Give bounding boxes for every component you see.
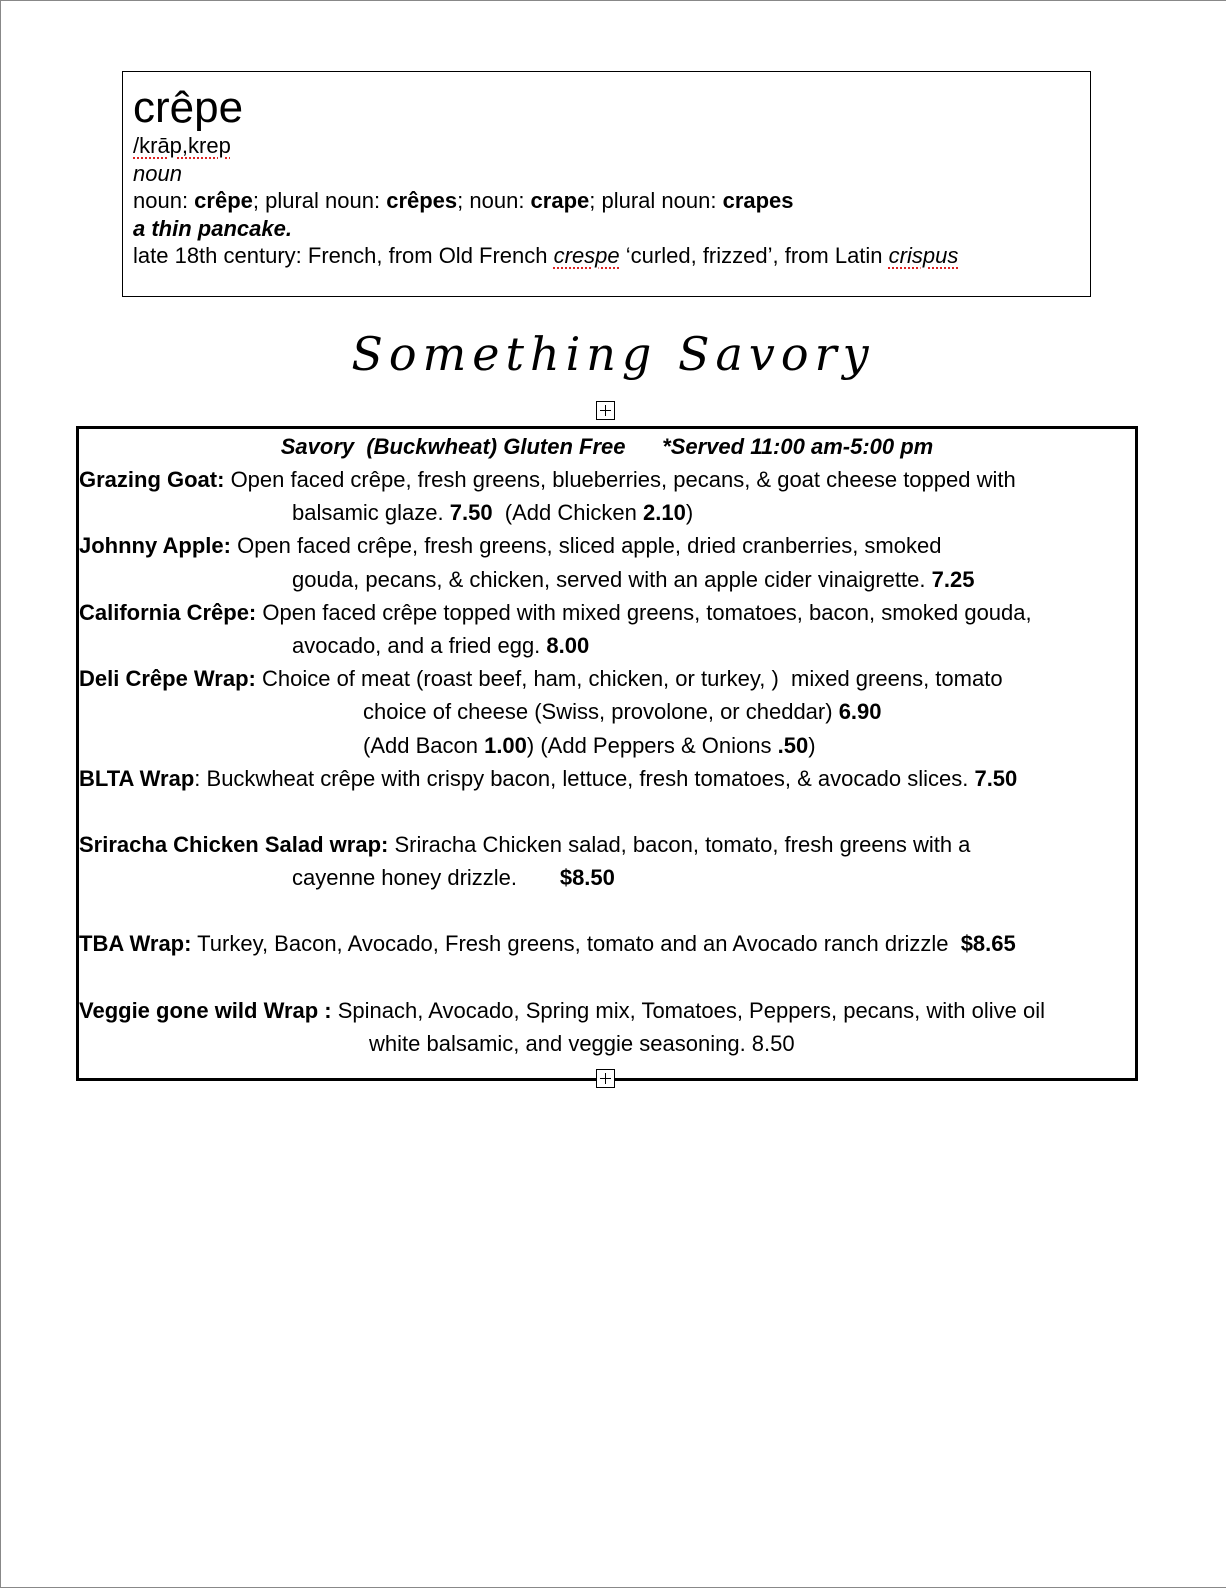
- definition-forms: [133, 187, 1080, 215]
- menu-header: Savory (Buckwheat) Gluten Free *Served 11:00 am-5:00 pm: [280, 434, 934, 459]
- forms-word: crêpe: [194, 188, 253, 213]
- menu-item-name: Grazing Goat:: [79, 467, 225, 492]
- menu-item-line: [79, 695, 1135, 728]
- menu-item-price: $8.50: [559, 865, 615, 891]
- menu-item-line: [79, 529, 1135, 562]
- meaning-text: a thin pancake.: [133, 215, 292, 241]
- section-title-script: [323, 318, 903, 398]
- menu-item-name: Deli Crêpe Wrap:: [79, 666, 256, 692]
- definition-origin: [133, 242, 1080, 270]
- menu-item-description: (Add Bacon: [363, 732, 485, 758]
- menu-item-name: TBA Wrap:: [79, 931, 192, 957]
- pronunciation-text: /krāp,krep: [133, 133, 231, 158]
- section-title-text: Something Savory: [351, 327, 875, 381]
- menu-item-description: Sriracha Chicken salad, bacon, tomato, fresh greens with a: [388, 832, 971, 858]
- menu-item-name: Johnny Apple:: [79, 533, 231, 559]
- menu-item-line: [79, 729, 1135, 762]
- spacer: [79, 961, 1135, 994]
- menu-item-line: [79, 463, 1135, 496]
- menu-item-description: balsamic glaze.: [292, 500, 450, 526]
- menu-item-price: 7.50: [974, 765, 1018, 791]
- menu-item-line: [79, 828, 1135, 861]
- menu-item-price: 7.25: [931, 566, 975, 592]
- menu-item-line: [79, 927, 1135, 960]
- menu-item-addon-price: .50: [777, 732, 809, 758]
- origin-word: crispus: [888, 243, 959, 268]
- menu-item-description: Turkey, Bacon, Avocado, Fresh greens, tomato and an Avocado ranch drizzle: [191, 931, 961, 957]
- origin-text: ‘curled, frizzed’, from Latin: [619, 243, 889, 268]
- definition-pronunciation: [133, 132, 1080, 160]
- menu-item-line: [79, 762, 1135, 795]
- menu-item-description: Open faced crêpe topped with mixed greens, tomatoes, bacon, smoked gouda,: [256, 599, 1032, 625]
- forms-label: ; plural noun:: [589, 188, 723, 213]
- forms-label: noun:: [133, 188, 195, 213]
- menu-item-description: ): [685, 500, 694, 526]
- menu-item-addon-price: 2.10: [642, 500, 686, 526]
- definition-meaning: [133, 215, 1080, 243]
- menu-item-description: white balsamic, and veggie seasoning. 8.50: [369, 1030, 795, 1056]
- forms-word: crape: [530, 188, 590, 213]
- menu-item-description: cayenne honey drizzle.: [292, 865, 560, 891]
- spacer: [79, 894, 1135, 927]
- menu-item-line: [79, 1027, 1135, 1060]
- menu-item-description: avocado, and a fried egg.: [292, 633, 547, 659]
- menu-item-line: [79, 629, 1135, 662]
- origin-text: late 18th century: French, from Old French: [133, 243, 554, 268]
- spacer: [79, 795, 1135, 828]
- forms-word: crapes: [722, 188, 794, 213]
- menu-item-description: Open faced crêpe, fresh greens, sliced apple, dried cranberries, smoked: [230, 533, 942, 559]
- menu-item-name: BLTA Wrap: [79, 765, 195, 791]
- menu-item-description: choice of cheese (Swiss, provolone, or cheddar): [363, 699, 839, 725]
- table-move-handle[interactable]: [596, 401, 615, 420]
- menu-item-description: Open faced crêpe, fresh greens, blueberries, pecans, & goat cheese topped with: [224, 467, 1016, 492]
- menu-item-line: [79, 596, 1135, 629]
- origin-word: crespe: [553, 243, 620, 268]
- menu-item-description: gouda, pecans, & chicken, served with an apple cider vinaigrette.: [292, 566, 932, 592]
- menu-item-description: (Add Chicken: [492, 500, 643, 526]
- forms-label: ; plural noun:: [252, 188, 387, 213]
- menu-item-name: Veggie gone wild Wrap :: [79, 997, 332, 1023]
- table-resize-handle[interactable]: [596, 1069, 615, 1088]
- definition-part-of-speech: [133, 160, 1080, 188]
- menu-item-description: : Buckwheat crêpe with crispy bacon, lettuce, fresh tomatoes, & avocado slices.: [194, 765, 975, 791]
- definition-box: [122, 71, 1091, 297]
- section-title: [0, 318, 1226, 403]
- menu-item-line: [79, 496, 1135, 529]
- menu-item-line: [79, 861, 1135, 894]
- menu-item-line: [79, 563, 1135, 596]
- menu-item-price: 7.50: [449, 500, 493, 526]
- menu-item-line: [79, 994, 1135, 1027]
- menu-item-description: ) (Add Peppers & Onions: [526, 732, 778, 758]
- forms-word: crêpes: [386, 188, 458, 213]
- menu-item-description: Choice of meat (roast beef, ham, chicken, or turkey, ) mixed greens, tomato: [255, 666, 1003, 692]
- menu-item-price: 8.00: [546, 633, 590, 659]
- menu-item-name: Sriracha Chicken Salad wrap:: [79, 832, 389, 858]
- menu-table: [76, 426, 1138, 1081]
- menu-item-line: [79, 662, 1135, 695]
- menu-item-name: California Crêpe:: [79, 599, 257, 625]
- menu-item-addon-price: 1.00: [484, 732, 527, 758]
- definition-word: crêpe: [133, 83, 244, 132]
- part-of-speech-text: noun: [133, 160, 182, 186]
- menu-item-price: 6.90: [838, 699, 882, 725]
- menu-item-description: Spinach, Avocado, Spring mix, Tomatoes, Peppers, pecans, with olive oil: [331, 997, 1045, 1023]
- forms-label: ; noun:: [457, 188, 531, 213]
- menu-item-price: $8.65: [960, 931, 1016, 957]
- menu-item-description: ): [808, 732, 816, 758]
